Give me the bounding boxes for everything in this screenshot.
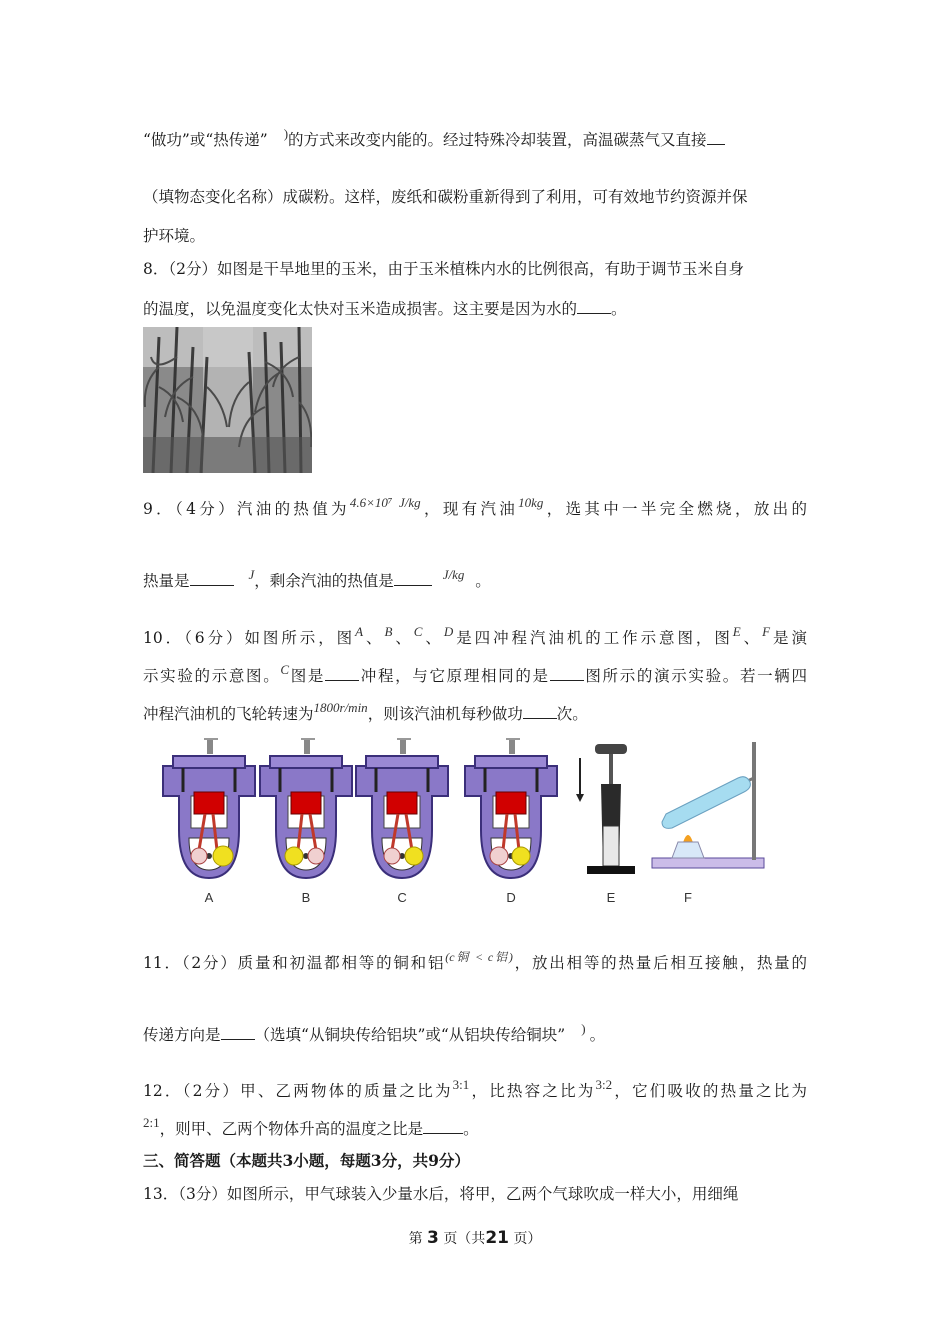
section-heading bbox=[143, 1150, 470, 1172]
answer-blank[interactable] bbox=[394, 569, 432, 586]
math-label: C bbox=[413, 624, 423, 639]
text-fragment: 10．（6分）如图所示，图 bbox=[143, 629, 356, 647]
text-fragment: 图所示的演示实验。若一辆四 bbox=[583, 667, 807, 685]
text-fragment: ，则甲、乙两个物体升高的温度之比是 bbox=[159, 1120, 424, 1138]
text-fragment: （选填“从铜块传给铝块”或“从铝块传给铜块” bbox=[254, 1026, 566, 1044]
text-fragment: 12．（2分）甲、乙两物体的质量之比为 bbox=[143, 1082, 453, 1100]
mass-formula: 10kg bbox=[518, 495, 544, 510]
total-pages: 21 bbox=[485, 1228, 509, 1248]
figure-label-e: E bbox=[606, 890, 616, 905]
text-fragment: 冲程汽油机的飞轮转速为 bbox=[143, 705, 314, 723]
text-fragment: ，它们吸收的热量之比为 bbox=[612, 1082, 807, 1100]
text-fragment: 的方式来改变内能的。经过特殊冷却装置，高温碳蒸气又直接 bbox=[288, 131, 707, 149]
answer-blank[interactable] bbox=[577, 297, 611, 314]
question-12-line-2 bbox=[143, 1117, 479, 1141]
math-label: B bbox=[384, 624, 393, 639]
text-fragment: 。 bbox=[475, 572, 491, 590]
text-fragment: 的温度，以免温度变化太快对玉米造成损害。这主要是因为水的 bbox=[143, 300, 578, 318]
answer-blank[interactable] bbox=[550, 664, 584, 681]
text-fragment: 冲程，与它原理相同的是 bbox=[359, 667, 550, 685]
answer-blank[interactable] bbox=[523, 702, 557, 719]
question-11-line-2 bbox=[143, 1023, 605, 1047]
text-fragment: ，选其中一半完全燃烧，放出的 bbox=[543, 500, 807, 518]
question-11-line-1 bbox=[143, 952, 807, 975]
footer-text: 第 bbox=[408, 1231, 423, 1247]
math-label: E bbox=[732, 624, 741, 639]
text-fragment: （填物态变化名称）成碳粉。这样，废纸和碳粉重新得到了利用，可有效地节约资源并保 bbox=[143, 188, 748, 206]
text-fragment: 8．（2分）如图是干旱地里的玉米，由于玉米植株内水的比例很高，有助于调节玉米自身 bbox=[143, 260, 744, 278]
answer-blank[interactable] bbox=[190, 569, 234, 586]
text-fragment: 次。 bbox=[556, 705, 588, 723]
text-fragment: 。 bbox=[463, 1120, 479, 1138]
text-fragment: 护环境。 bbox=[143, 227, 206, 245]
text-fragment: 是四冲程汽油机的工作示意图，图 bbox=[453, 629, 733, 647]
footer-text: 页） bbox=[513, 1231, 542, 1247]
text-fragment: 图是 bbox=[289, 667, 326, 685]
math-label: F bbox=[762, 624, 771, 639]
math-paren: ) bbox=[283, 126, 289, 141]
unit-formula: J/kg bbox=[442, 567, 465, 582]
unit-formula: J bbox=[248, 567, 255, 582]
heat-capacity-ratio: 3:2 bbox=[595, 1077, 613, 1092]
math-label: C bbox=[280, 662, 290, 677]
text-line bbox=[143, 186, 748, 208]
math-paren: ) bbox=[581, 1021, 586, 1036]
figure-label-f: F bbox=[684, 890, 692, 905]
text-fragment: 示实验的示意图。 bbox=[143, 667, 281, 685]
figure-label-b: B bbox=[301, 890, 311, 905]
specific-heat-formula: (c铜 < c铝) bbox=[445, 950, 513, 964]
text-fragment: 、 bbox=[422, 629, 444, 647]
text-fragment: 是演 bbox=[770, 629, 807, 647]
mass-ratio: 3:1 bbox=[452, 1077, 470, 1092]
text-fragment: ，比热容之比为 bbox=[469, 1082, 596, 1100]
text-fragment: 11．（2分）质量和初温都相等的铜和铝 bbox=[143, 954, 446, 972]
text-line bbox=[143, 128, 725, 152]
text-fragment: 、 bbox=[363, 629, 385, 647]
answer-blank[interactable] bbox=[707, 128, 725, 145]
text-line bbox=[143, 225, 205, 247]
figure-label-d: D bbox=[506, 890, 516, 905]
question-10-line-1 bbox=[143, 624, 807, 650]
math-label: D bbox=[443, 624, 454, 639]
heat-value-formula: 4.6×10⁷ J/kg bbox=[349, 495, 421, 510]
math-label: A bbox=[355, 624, 364, 639]
question-10-line-3 bbox=[143, 702, 588, 726]
speed-formula: 1800r/min bbox=[313, 700, 368, 715]
figure-label-c: C bbox=[397, 890, 407, 905]
question-8-line-1 bbox=[143, 258, 744, 280]
text-fragment: 。 bbox=[589, 1026, 606, 1044]
text-fragment: ，现有汽油 bbox=[420, 500, 519, 518]
text-fragment: ，则该汽油机每秒做功 bbox=[367, 705, 523, 723]
text-fragment: 。 bbox=[611, 300, 627, 318]
text-fragment: “做功”或“热传递” bbox=[143, 131, 268, 149]
answer-blank[interactable] bbox=[325, 664, 359, 681]
question-9-line-1 bbox=[143, 495, 807, 521]
corn-field-photo bbox=[143, 327, 312, 473]
answer-blank[interactable] bbox=[423, 1117, 463, 1134]
text-fragment: 9．（4分）汽油的热值为 bbox=[143, 500, 350, 518]
text-fragment: ，剩余汽油的热值是 bbox=[254, 572, 394, 590]
text-fragment: 热量是 bbox=[143, 572, 190, 590]
question-13-line-1 bbox=[143, 1183, 738, 1205]
text-fragment: 传递方向是 bbox=[143, 1026, 221, 1044]
heat-ratio: 2:1 bbox=[143, 1115, 160, 1130]
question-8-line-2 bbox=[143, 297, 627, 320]
text-fragment: ，放出相等的热量后相互接触，热量的 bbox=[512, 954, 807, 972]
page-footer bbox=[0, 1228, 950, 1248]
footer-text: 页（共 bbox=[443, 1231, 486, 1247]
figure-label-a: A bbox=[204, 890, 214, 905]
text-fragment: 、 bbox=[392, 629, 414, 647]
answer-blank[interactable] bbox=[221, 1023, 255, 1040]
page-number: 3 bbox=[427, 1228, 439, 1248]
question-12-line-1 bbox=[143, 1077, 807, 1103]
section-title: 三、简答题（本题共3小题，每题3分，共9分） bbox=[143, 1151, 470, 1170]
text-fragment: 13．（3分）如图所示，甲气球装入少量水后，将甲，乙两个气球吹成一样大小，用细绳 bbox=[143, 1185, 739, 1203]
question-9-line-2 bbox=[143, 569, 491, 593]
engine-diagram-figure bbox=[143, 738, 783, 910]
text-fragment: 、 bbox=[740, 629, 763, 647]
question-10-line-2 bbox=[143, 664, 807, 688]
